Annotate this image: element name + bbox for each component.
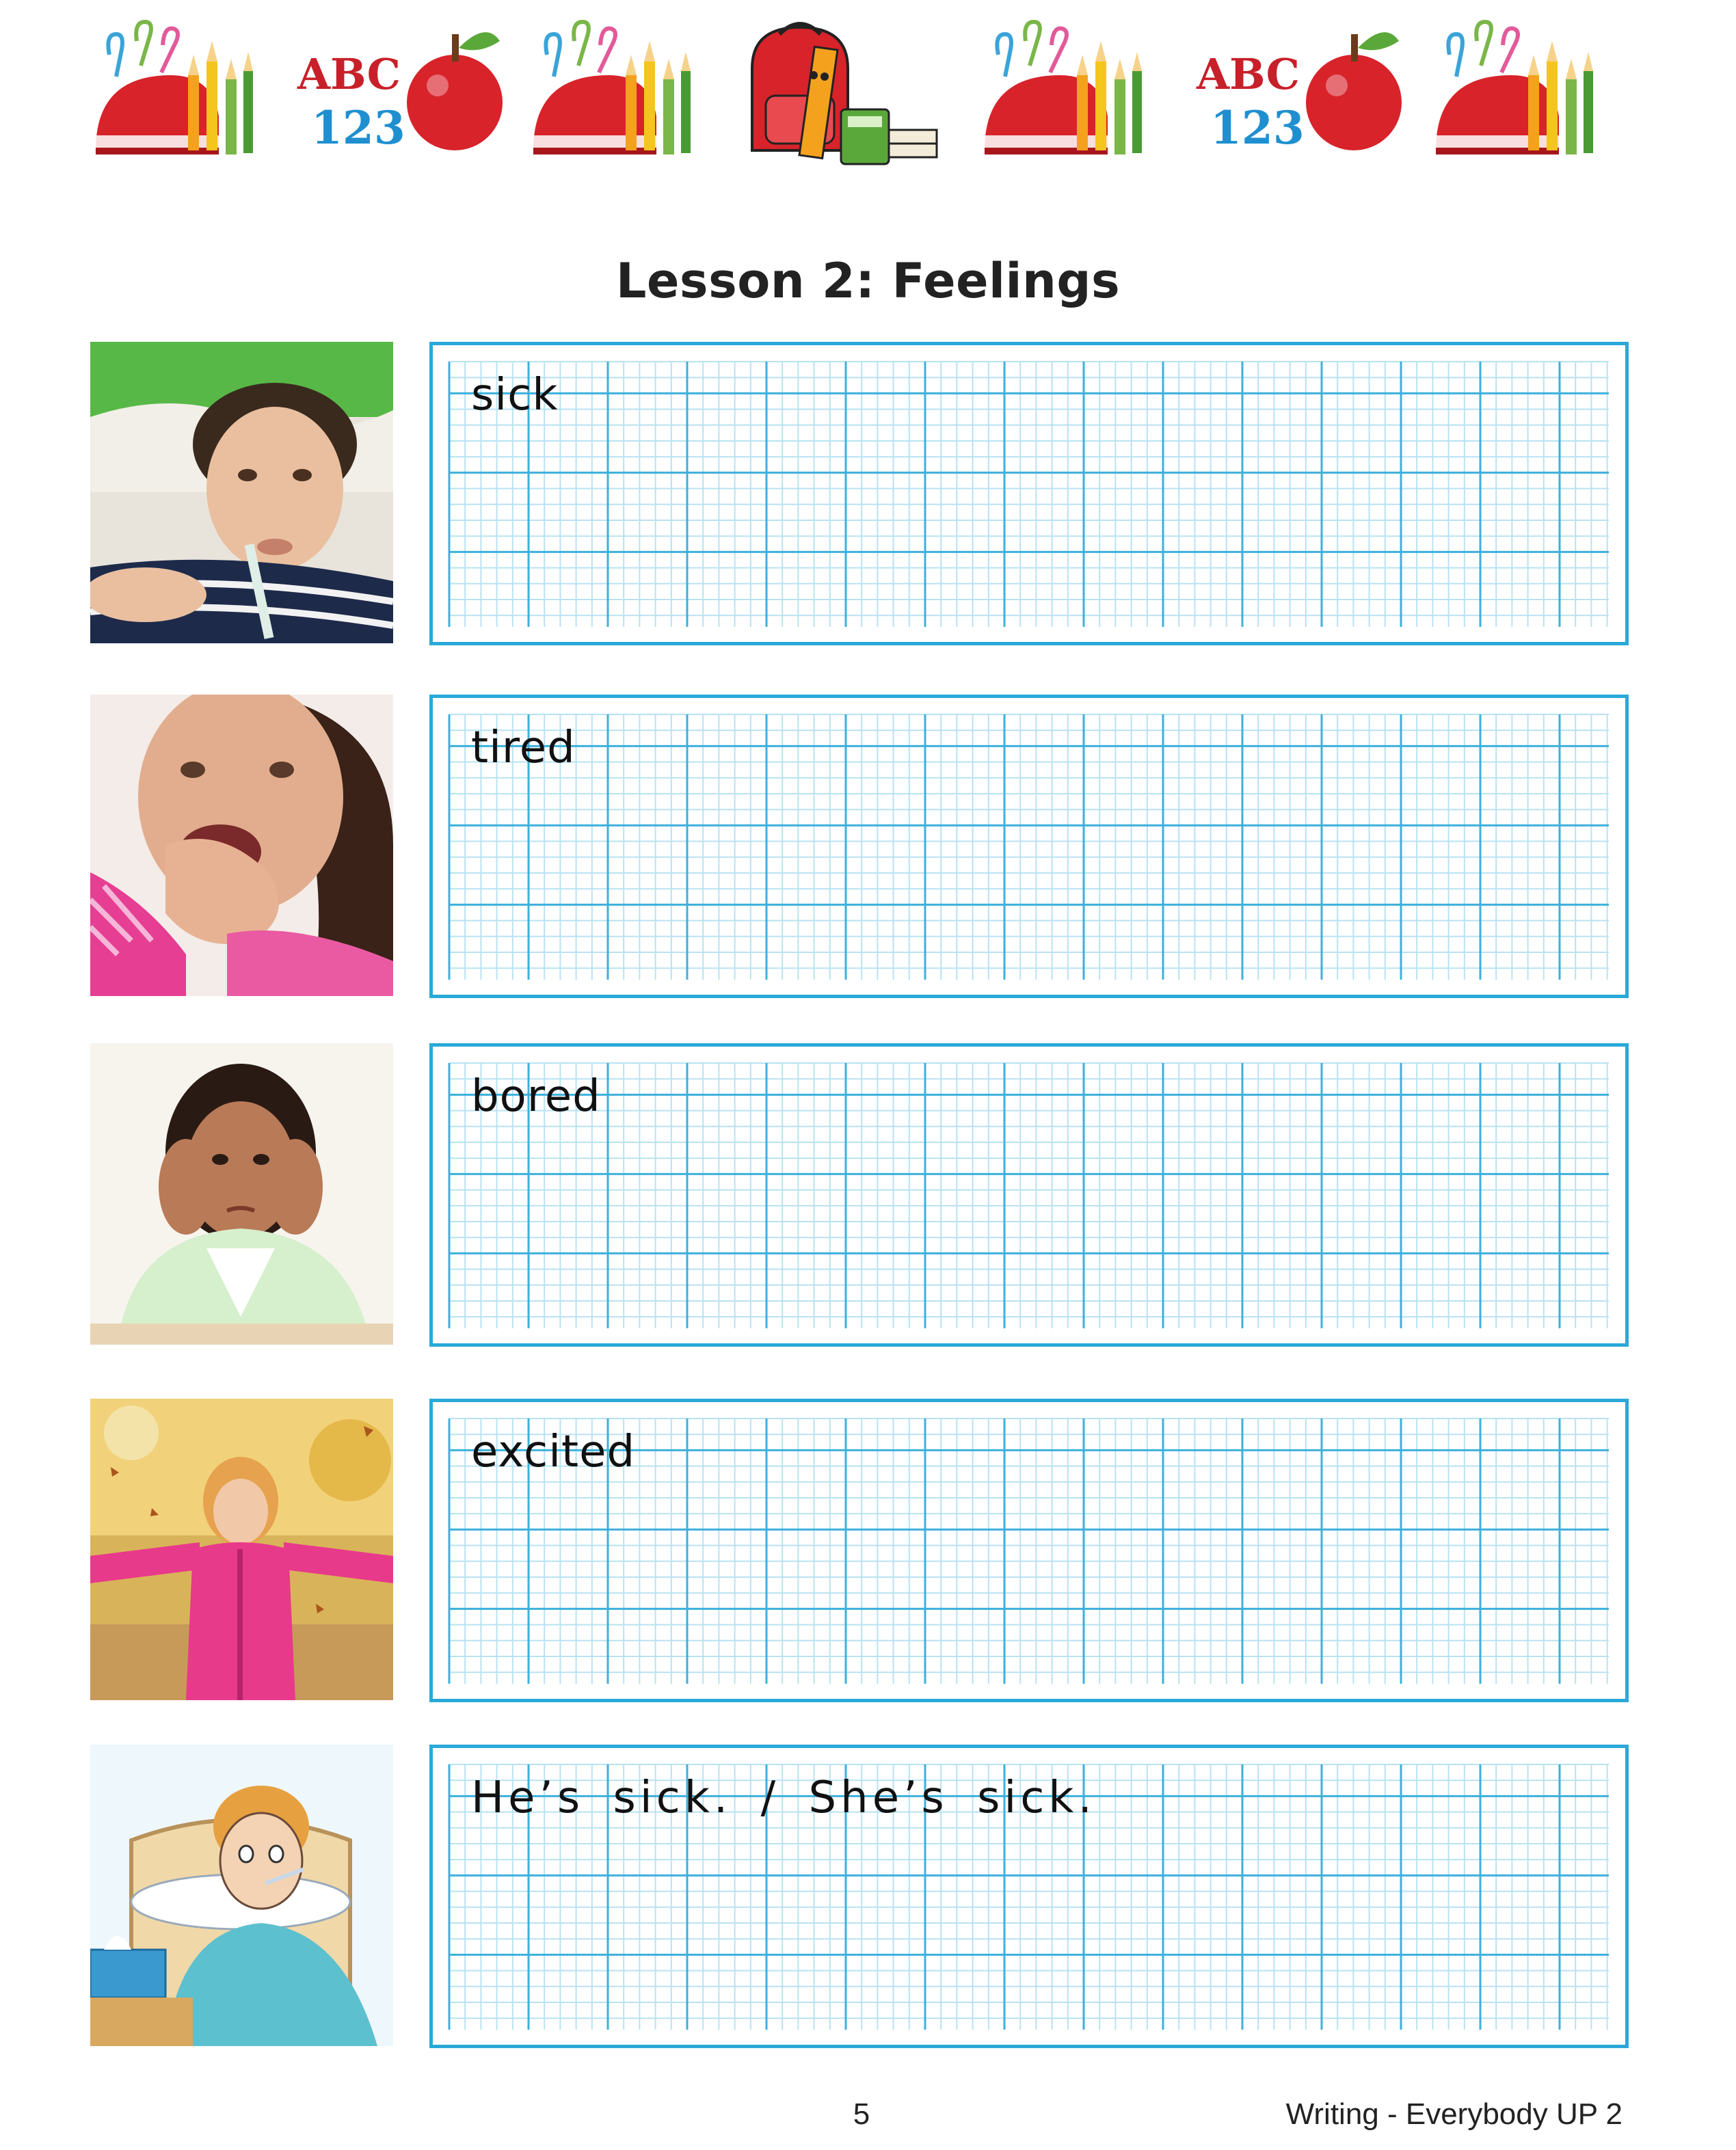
handwriting-grid[interactable] bbox=[429, 1043, 1629, 1347]
book-name: Writing - Everybody UP 2 bbox=[1285, 2097, 1623, 2131]
excited-girl-leaves-photo bbox=[90, 1399, 393, 1700]
grid-lines bbox=[433, 698, 1625, 995]
sharpener-pencils-clips-icon bbox=[978, 14, 1156, 174]
sharpener-pencils-clips-icon bbox=[526, 14, 704, 174]
grid-lines bbox=[433, 345, 1625, 642]
page-number: 5 bbox=[853, 2097, 870, 2131]
trace-sentence: He’s sick. / She’s sick. bbox=[471, 1773, 1096, 1823]
trace-word: tired bbox=[471, 723, 576, 773]
practice-row-sentence bbox=[0, 1745, 1736, 2052]
123-text: 123 bbox=[311, 101, 405, 154]
handwriting-grid[interactable] bbox=[429, 1745, 1629, 2048]
bored-girl-photo bbox=[90, 1043, 393, 1345]
sharpener-pencils-clips-icon bbox=[89, 14, 267, 174]
abc-123-apple-icon bbox=[291, 14, 509, 174]
sharpener-pencils-clips-icon bbox=[1429, 14, 1607, 174]
trace-word: excited bbox=[471, 1427, 636, 1477]
grid-lines bbox=[433, 1047, 1625, 1343]
abc-text: ABC bbox=[1197, 49, 1300, 99]
practice-row-excited bbox=[0, 1399, 1736, 1706]
sick-boy-thermometer-photo bbox=[90, 342, 393, 643]
backpack-ruler-calculator-icon bbox=[738, 14, 944, 174]
practice-row-tired bbox=[0, 695, 1736, 1002]
handwriting-grid[interactable] bbox=[429, 695, 1629, 998]
123-text: 123 bbox=[1210, 101, 1305, 154]
practice-row-bored bbox=[0, 1043, 1736, 1351]
page-title: Lesson 2: Feelings bbox=[615, 253, 1121, 309]
abc-123-apple-icon bbox=[1190, 14, 1408, 174]
trace-word: bored bbox=[471, 1071, 601, 1122]
trace-word: sick bbox=[471, 370, 559, 420]
practice-row-sick bbox=[0, 342, 1736, 649]
handwriting-grid[interactable] bbox=[429, 1399, 1629, 1702]
abc-text: ABC bbox=[297, 49, 401, 99]
sick-man-in-bed-illustration bbox=[90, 1745, 393, 2046]
handwriting-grid[interactable] bbox=[429, 342, 1629, 645]
header-decoration-strip bbox=[82, 14, 1627, 178]
yawning-girl-photo bbox=[90, 695, 393, 996]
